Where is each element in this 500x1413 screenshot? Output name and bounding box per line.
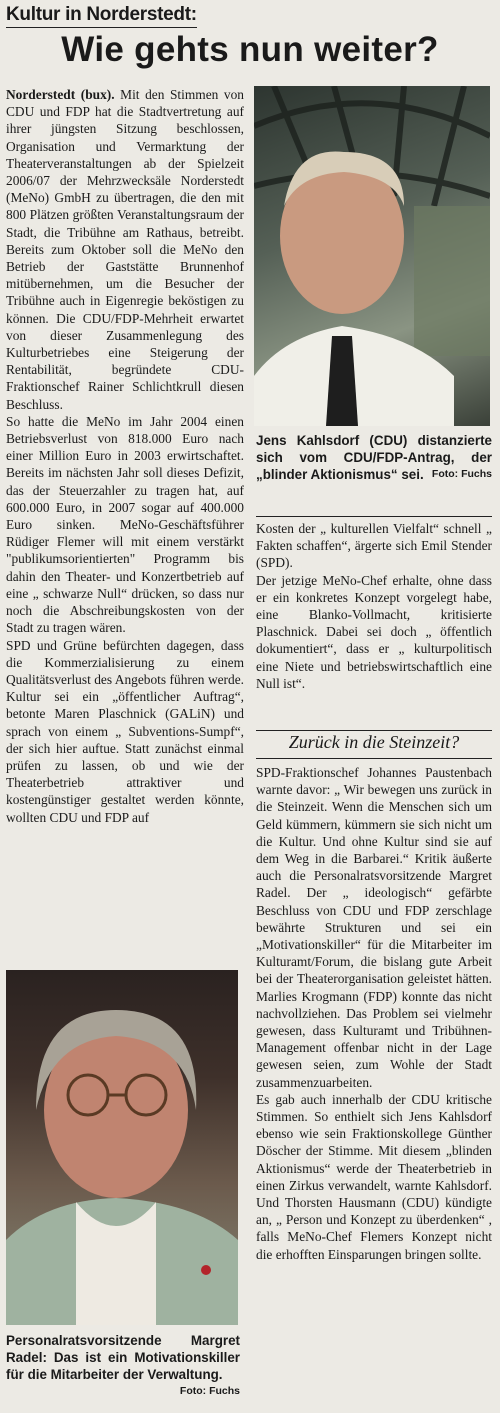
subheading: Zurück in die Steinzeit? bbox=[288, 732, 460, 752]
paragraph-3: SPD und Grüne befürchten dagegen, dass die Kommerzialisierung zu einem Qualitätsverlust des Angebots führen werde. Kultur sei ein „öffentlicher Auftrag“, betonte Maren Plaschnick (GALiN) und sprach von einem „ Subventions-Sumpf“, der sich hier auftue. Statt zunächst einmal prüfen zu lassen, ob und wie der Theaterbetrieb attraktiver und kostengünstiger gestaltet werden könnte, wollten CDU und FDP auf bbox=[6, 637, 244, 825]
right-column-bottom bbox=[256, 764, 492, 1263]
photo-credit: Foto: Fuchs bbox=[179, 1385, 240, 1397]
left-column bbox=[6, 86, 244, 826]
paragraph-4: Kosten der „ kulturellen Vielfalt“ schnell „ Fakten schaffen“, ärgerte sich Emil Stender (SPD). bbox=[256, 521, 492, 571]
divider bbox=[256, 516, 492, 517]
paragraph-1-text: Mit den Stimmen von CDU und FDP hat die Stadtvertretung auf ihrer jüngsten Sitzung beschlossen, Organisation und Vermarktung der Theaterveranstaltungen ab der Spielzeit 2006/07 der Mehrzwecksäle Norderstedt (MeNo) GmbH zu übertragen, die den mit 800 Plätzen größten Veranstaltungsraum der Stadt, die Tribühne am Rathaus, betreibt. Bereits zum Oktober soll die MeNo den Betrieb der Gaststätte Brunnenhof mitübernehmen, um die Besucher der Tribühne auch in Eigenregie beköstigen zu können. Die CDU/FDP-Mehrheit erwartet von dieser Zusammenlegung des Kulturbetriebes eine Steigerung der Rentabilität, begründete CDU-Fraktionschef Rainer Schlichtkrull diesen Beschluss. bbox=[6, 87, 244, 412]
caption-text: Personalratsvorsitzende Margret Radel: Das ist ein Motivationskiller für die Mitarbeiter der Verwaltung. bbox=[6, 1333, 240, 1382]
paragraph-7: Es gab auch innerhalb der CDU kritische Stimmen. So enthielt sich Jens Kahlsdorf ebenso wie sein Fraktionskollege Günther Döscher der Stimme. Mit diesem „blinden Aktionismus“ werde der Theaterbetrieb in einen Zirkus verwandelt, warnte Kahlsdorf. Und Thorsten Hausmann (CDU) kündigte an, „ Person und Konzept zu überdenken“ , falls MeNo-Chef Flemers Konzept nicht die erhofften Einsparungen bringen sollte. bbox=[256, 1091, 492, 1262]
paragraph-6: SPD-Fraktionschef Johannes Paustenbach warnte davor: „ Wir bewegen uns zurück in die Steinzeit. Wenn die Menschen sich um Geld kümmern, kümmern sie sich nicht um die Kultur. Und ohne Kultur sind sie auf dem Weg in die Barbarei.“ Kritik äußerte auch die Personalratsvorsitzende Margret Radel. Der „ ideologisch“ gefärbte Beschluss von CDU und FDP zerschlage bewährte Strukturen und sei ein „Motivationskiller“ für die Mitarbeiter im Kulturamt/Forum, die bislang gute Arbeit bei der Theaterorganisation geleistet hätten. Marlies Krogmann (FDP) konnte das nicht nachvollziehen. Das Problem sei vielmehr gewesen, dass Kulturamt und Tribühnen-Management offenbar nicht in der Lage gewesen seien, zum Wohle der Stadt zusammenzuarbeiten. bbox=[256, 765, 492, 1090]
dateline: Norderstedt (bux). bbox=[6, 87, 115, 102]
divider bbox=[256, 758, 492, 759]
photo-kahlsdorf-caption bbox=[256, 432, 492, 483]
kicker: Kultur in Norderstedt: bbox=[6, 4, 197, 28]
paragraph-2: So hatte die MeNo im Jahr 2004 einen Betriebsverlust von 818.000 Euro nach einer Million Euro in 2003 erwirtschaftet. Bereits im nächsten Jahr soll dieses Defizit, das der Steuerzahler zu tragen hat, auf 600.000 Euro, in 2007 sogar auf 400.000 Euro sinken. MeNo-Geschäftsführer Rüdiger Flemer will mit einem verstärkt "publikumsorientierten" Programm bis dahin den Theater- und Konzertbetrieb auf eine „ schwarze Null“ drücken, so dass nur noch die Abschreibungskosten von der Stadt zu tragen wären. bbox=[6, 413, 244, 636]
headline: Wie gehts nun weiter? bbox=[61, 30, 439, 69]
photo-kahlsdorf-image bbox=[254, 86, 490, 426]
paragraph-1 bbox=[6, 86, 244, 413]
photo-radel bbox=[6, 970, 238, 1325]
photo-radel-image bbox=[6, 970, 238, 1325]
paragraph-5: Der jetzige MeNo-Chef erhalte, ohne dass er ein konkretes Konzept vorgelegt habe, eine Blanko-Vollmacht, kritisierte Plaschnick. Dabei sei doch „ öffentlich dokumentiert“, dass er „ kulturpolitisch eine Niete und betriebswirtschaftlich eine Null ist“. bbox=[256, 572, 492, 691]
divider bbox=[256, 730, 492, 731]
photo-credit: Foto: Fuchs bbox=[431, 468, 492, 480]
right-column-top bbox=[256, 520, 492, 692]
photo-kahlsdorf bbox=[254, 86, 490, 426]
photo-radel-caption bbox=[6, 1332, 240, 1400]
caption-text: Jens Kahlsdorf (CDU) distanzierte sich vom CDU/FDP-Antrag, der „blinder Aktionismus“ sei. bbox=[256, 433, 492, 482]
